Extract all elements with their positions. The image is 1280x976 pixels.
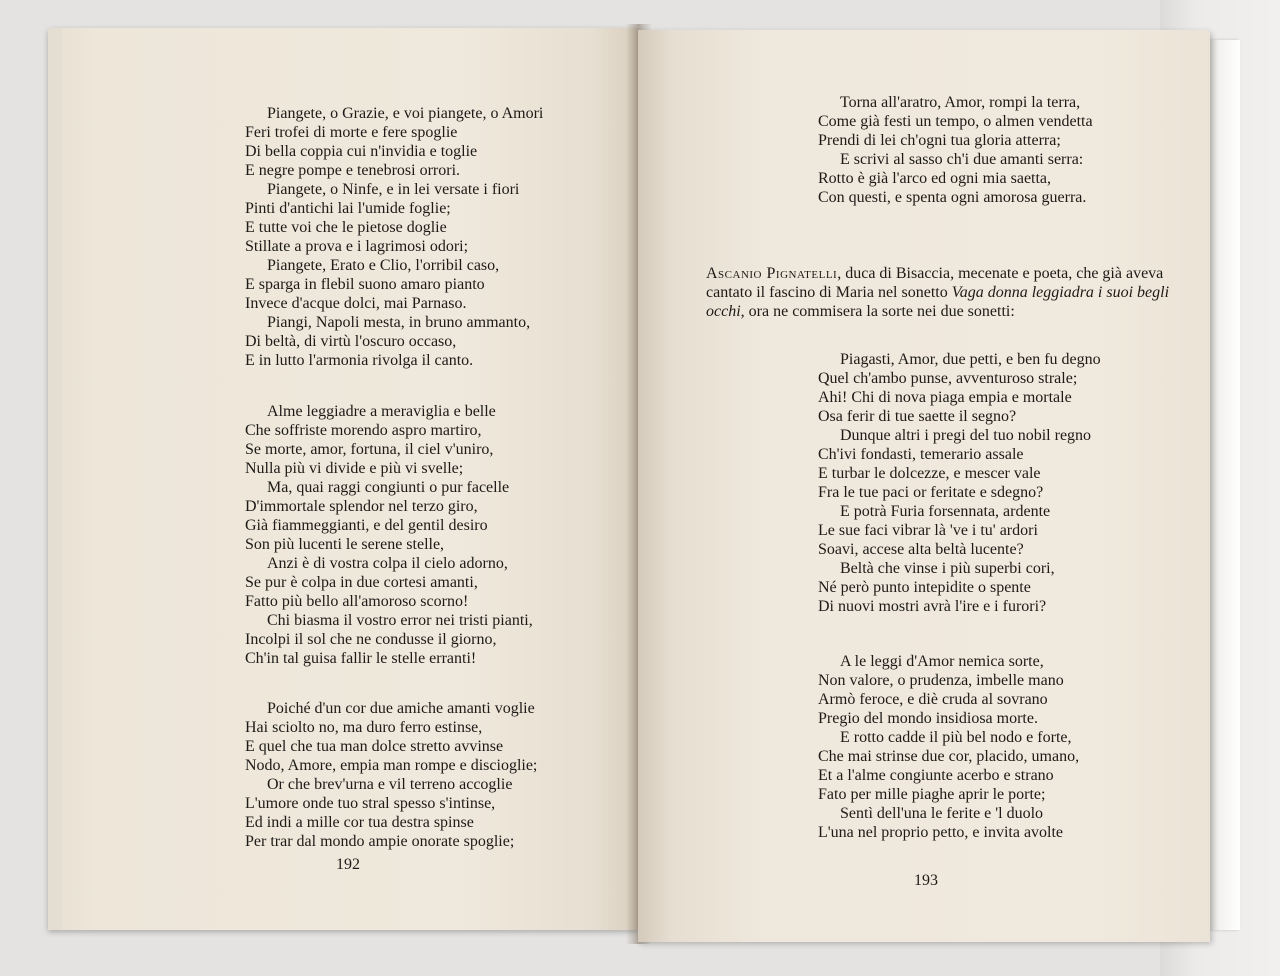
verse-line: E sparga in flebil suono amaro pianto bbox=[245, 276, 485, 293]
verse-line: Piangete, Erato e Clio, l'orribil caso, bbox=[267, 257, 500, 274]
verse-line: E tutte voi che le pietose doglie bbox=[245, 219, 447, 236]
verse-line: Le sue faci vibrar là 've i tu' ardori bbox=[818, 522, 1038, 539]
verse-line: Piangete, o Grazie, e voi piangete, o Amori bbox=[267, 105, 544, 122]
verse-line: Fatto più bello all'amoroso scorno! bbox=[245, 593, 469, 610]
right-page bbox=[638, 30, 1210, 942]
left-page bbox=[48, 28, 638, 930]
verse-line: Chi biasma il vostro error nei tristi pianti, bbox=[267, 612, 533, 629]
verse-line: Feri trofei di morte e fere spoglie bbox=[245, 124, 458, 141]
verse-line: Fra le tue paci or feritate e sdegno? bbox=[818, 484, 1044, 501]
verse-line: Piagasti, Amor, due petti, e ben fu degno bbox=[840, 351, 1101, 368]
verse-line: Ahi! Chi di nova piaga empia e mortale bbox=[818, 389, 1072, 406]
verse-line: Alme leggiadre a meraviglia e belle bbox=[267, 403, 496, 420]
verse-line: Come già festi un tempo, o almen vendetta bbox=[818, 113, 1093, 130]
verse-line: Or che brev'urna e vil terreno accoglie bbox=[267, 776, 513, 793]
verse-line: Prendi di lei ch'ogni tua gloria atterra; bbox=[818, 132, 1061, 149]
verse-line: Anzi è di vostra colpa il cielo adorno, bbox=[267, 555, 508, 572]
verse-line: Ch'in tal guisa fallir le stelle erranti! bbox=[245, 650, 477, 667]
verse-line: Piangi, Napoli mesta, in bruno ammanto, bbox=[267, 314, 531, 331]
verse-line: Sentì dell'una le ferite e 'l duolo bbox=[840, 805, 1044, 822]
left-sonnet-3 bbox=[245, 699, 537, 851]
author-name: Ascanio Pignatelli bbox=[706, 265, 838, 282]
verse-line: Nulla più vi divide e più vi svelle; bbox=[245, 460, 464, 477]
verse-line: Soavi, accese alta beltà lucente? bbox=[818, 541, 1024, 558]
verse-line: Osa ferir di tue saette il segno? bbox=[818, 408, 1017, 425]
verse-line: Di nuovi mostri avrà l'ire e i furori? bbox=[818, 598, 1047, 615]
verse-line: Ma, quai raggi congiunti o pur facelle bbox=[267, 479, 510, 496]
page-edges bbox=[48, 28, 62, 930]
verse-line: E quel che tua man dolce stretto avvinse bbox=[245, 738, 504, 755]
verse-line: Invece d'acque dolci, mai Parnaso. bbox=[245, 295, 467, 312]
right-top-stanza bbox=[818, 93, 1093, 207]
verse-line: L'umore onde tuo stral spesso s'intinse, bbox=[245, 795, 496, 812]
right-page-number: 193 bbox=[914, 872, 938, 889]
verse-line: Di beltà, di virtù l'oscuro occaso, bbox=[245, 333, 457, 350]
verse-line: L'una nel proprio petto, e invita avolte bbox=[818, 824, 1064, 841]
verse-line: Che soffriste morendo aspro martiro, bbox=[245, 422, 482, 439]
left-sonnet-1 bbox=[245, 104, 543, 370]
verse-line: Dunque altri i pregi del tuo nobil regno bbox=[840, 427, 1092, 444]
intro-text-2: , ora ne commisera la sorte nei due sonetti: bbox=[740, 303, 1015, 320]
verse-line: Che mai strinse due cor, placido, umano, bbox=[818, 748, 1080, 765]
verse-line: Fato per mille piaghe aprir le porte; bbox=[818, 786, 1046, 803]
verse-line: Et a l'alme congiunte acerbo e strano bbox=[818, 767, 1054, 784]
verse-line: Già fiammeggianti, e del gentil desiro bbox=[245, 517, 488, 534]
verse-line: E potrà Furia forsennata, ardente bbox=[840, 503, 1051, 520]
left-sonnet-2 bbox=[245, 402, 533, 668]
verse-line: Ed indi a mille cor tua destra spinse bbox=[245, 814, 474, 831]
sonnet-title: Vaga donna leggiadra i suoi begli occhi bbox=[706, 284, 1170, 320]
verse-line: Piangete, o Ninfe, e in lei versate i fiori bbox=[267, 181, 520, 198]
right-sonnet-2 bbox=[818, 652, 1079, 842]
verse-line: Torna all'aratro, Amor, rompi la terra, bbox=[840, 94, 1081, 111]
verse-line: E negre pompe e tenebrosi orrori. bbox=[245, 162, 461, 179]
verse-line: Hai sciolto no, ma duro ferro estinse, bbox=[245, 719, 483, 736]
verse-line: E rotto cadde il più bel nodo e forte, bbox=[840, 729, 1072, 746]
verse-line: Pregio del mondo insidiosa morte. bbox=[818, 710, 1038, 727]
verse-line: Incolpi il sol che ne condusse il giorno, bbox=[245, 631, 497, 648]
verse-line: A le leggi d'Amor nemica sorte, bbox=[840, 653, 1044, 670]
verse-line: D'immortale splendor nel terzo giro, bbox=[245, 498, 478, 515]
verse-line: Né però punto intepidite o spente bbox=[818, 579, 1031, 596]
verse-line: Se morte, amor, fortuna, il ciel v'uniro, bbox=[245, 441, 494, 458]
verse-line: Di bella coppia cui n'invidia e toglie bbox=[245, 143, 478, 160]
verse-line: Quel ch'ambo punse, avventuroso strale; bbox=[818, 370, 1078, 387]
verse-line: Con questi, e spenta ogni amorosa guerra. bbox=[818, 189, 1087, 206]
verse-line: Rotto è già l'arco ed ogni mia saetta, bbox=[818, 170, 1052, 187]
verse-line: E turbar le dolcezze, e mescer vale bbox=[818, 465, 1041, 482]
verse-line: Per trar dal mondo ampie onorate spoglie; bbox=[245, 833, 515, 850]
book-cover-edge bbox=[1206, 40, 1240, 930]
verse-line: Son più lucenti le serene stelle, bbox=[245, 536, 445, 553]
verse-line: Poiché d'un cor due amiche amanti voglie bbox=[267, 700, 535, 717]
verse-line: Armò feroce, e diè cruda al sovrano bbox=[818, 691, 1048, 708]
verse-line: Se pur è colpa in due cortesi amanti, bbox=[245, 574, 478, 591]
verse-line: E in lutto l'armonia rivolga il canto. bbox=[245, 352, 474, 369]
verse-line: E scrivi al sasso ch'i due amanti serra: bbox=[840, 151, 1084, 168]
verse-line: Stillate a prova e i lagrimosi odori; bbox=[245, 238, 469, 255]
right-sonnet-1 bbox=[818, 350, 1101, 616]
verse-line: Ch'ivi fondasti, temerario assale bbox=[818, 446, 1024, 463]
intro-text-1: , duca di Bisaccia, mecenate e poeta, che già aveva cantato il fascino di Maria nel sonetto bbox=[706, 265, 1164, 301]
verse-line: Nodo, Amore, empia man rompe e discioglie; bbox=[245, 757, 538, 774]
verse-line: Beltà che vinse i più superbi cori, bbox=[840, 560, 1055, 577]
verse-line: Pinti d'antichi lai l'umide foglie; bbox=[245, 200, 451, 217]
verse-line: Non valore, o prudenza, imbelle mano bbox=[818, 672, 1064, 689]
intro-paragraph bbox=[706, 264, 1176, 321]
left-page-number: 192 bbox=[336, 856, 360, 873]
